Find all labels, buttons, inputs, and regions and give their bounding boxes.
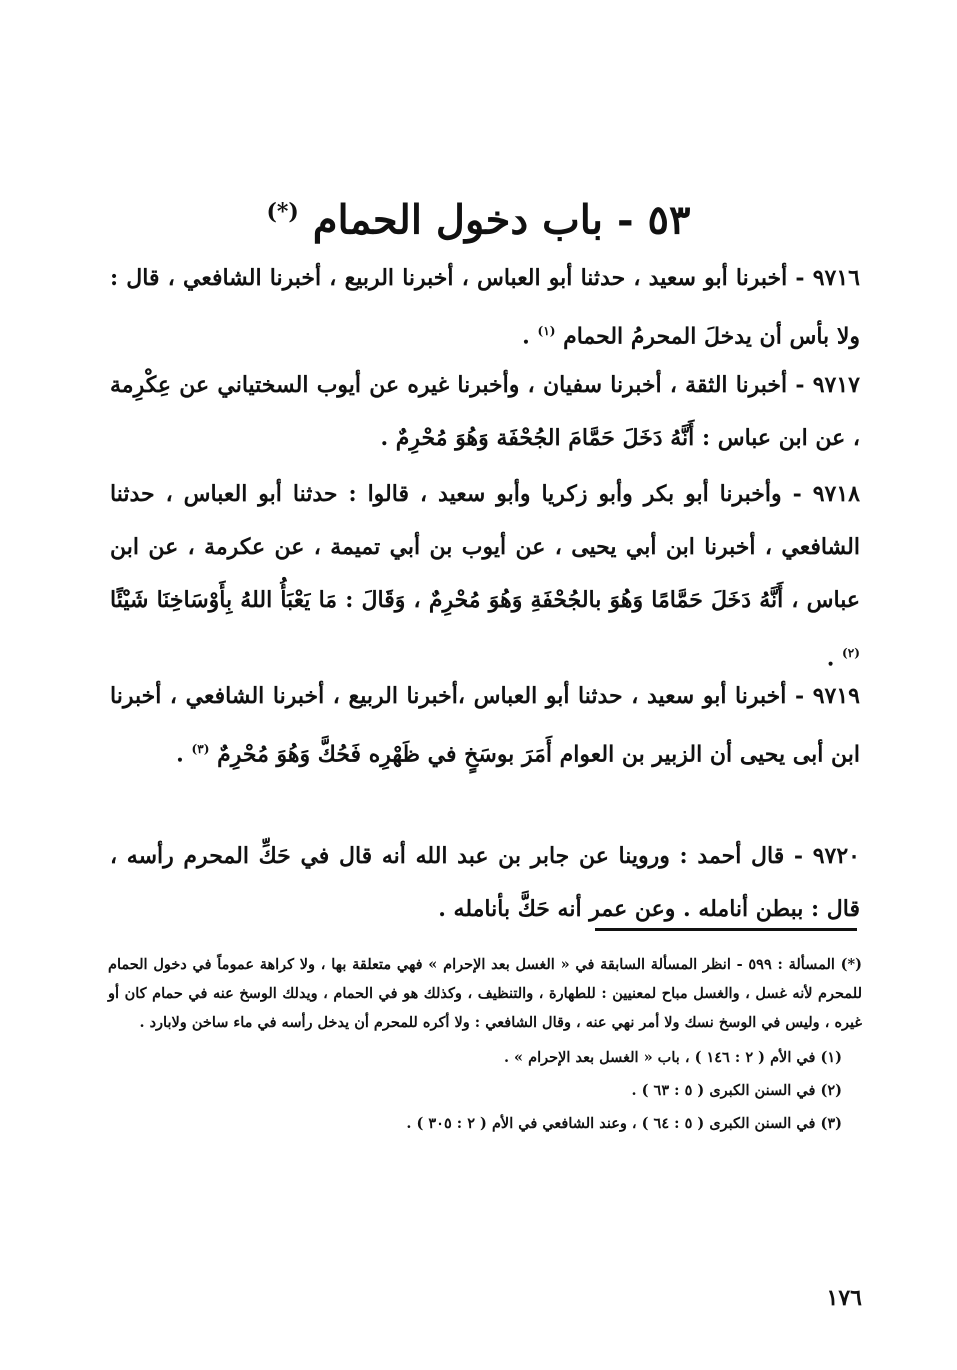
hadith-paragraph-9720 — [110, 830, 860, 936]
paragraph-tail: . — [522, 323, 538, 350]
footnote-ref-3: (٣) — [191, 742, 210, 756]
footnotes-section — [108, 950, 862, 1140]
paragraph-text: ٩٧١٩ - أخبرنا أبو سعيد ، حدثنا أبو العباس ،أخبرنا الربيع ، أخبرنا الشافعي ، أخبرنا ابن أبى يحيى أن الزبير بن العوام أَمَرَ بوسَخٍ في ظَهْرِه فَحُكَّ وَهُوَ مُحْرِمٌ — [110, 683, 860, 768]
hadith-paragraph-9718 — [110, 468, 860, 685]
paragraph-tail: . — [176, 741, 192, 768]
footnote-3: (٣) في السنن الكبرى ( ٥ : ٦٤ ) ، وعند الشافعي في الأم ( ٢ : ٣٠٥ ) . — [406, 1115, 842, 1132]
chapter-note-text: - انظر المسألة السابقة في « الغسل بعد الإحرام » فهي متعلقة بها ، ولا كراهة عموماً في دخول الحمام للمحرم لأنه غسل ، والغسل مباح لمعنيين : للطهارة ، والتنظيف ، وكذلك هو في الحمام ، ويدلك الوسخ عنه في حمام كان أو غيره ، وليس في الوسخ نسك ولا أمر نهي عنه ، وقال الشافعي : ولا أكره للمحرم أن يدخل رأسه في ماء ساخن ولابارد . — [108, 956, 862, 1031]
chapter-title-note-ref: (*) — [266, 198, 299, 225]
paragraph-tail: . — [826, 645, 843, 672]
chapter-note-label: (*) المسألة : ٥٩٩ — [748, 956, 862, 973]
chapter-note — [108, 950, 862, 1037]
footnote-ref-1: (١) — [537, 324, 556, 338]
hadith-paragraph-9716 — [110, 252, 860, 363]
hadith-paragraph-9717 — [110, 359, 860, 465]
page-number: ١٧٦ — [826, 1285, 862, 1311]
chapter-title — [100, 177, 857, 255]
paragraph-text: ٩٧١٨ - وأخبرنا أبو بكر وأبو زكريا وأبو سعيد ، قالوا : حدثنا أبو العباس ، حدثنا الشافعي ، أخبرنا ابن أبي يحيى ، عن أيوب بن أبي تميمة ، عن عكرمة ، عن ابن عباس ، أَنَّهُ دَخَلَ حَمَّامًا وَهُوَ بالجُحْفَةِ وَهُوَ مُحْرِمٌ ، وَقَالَ : مَا يَعْبَأُ اللهُ بِأَوْسَاخِنَا شَيْئًا — [110, 481, 860, 613]
footnote-1: (١) في الأم ( ٢ : ١٤٦ ) ، باب « الغسل بعد الإحرام » . — [503, 1049, 842, 1066]
footnote-ref-2: (٢) — [842, 646, 860, 660]
footnote-2: (٢) في السنن الكبرى ( ٥ : ٦٣ ) . — [631, 1082, 842, 1099]
paragraph-text: ٩٧٢٠ - قال أحمد : وروينا عن جابر بن عبد الله أنه قال في حَكِّ المحرم رأسه ، قال : ببطن أنامله . وعن عمر أنه حَكَّ بأنامله . — [110, 843, 860, 922]
chapter-title-text: ٥٣ - باب دخول الحمام — [312, 196, 691, 244]
footnote-divider — [595, 928, 857, 931]
paragraph-text: ٩٧١٦ - أخبرنا أبو سعيد ، حدثنا أبو العباس ، أخبرنا الربيع ، أخبرنا الشافعي ، قال : ولا بأس أن يدخلَ المحرمُ الحمام — [110, 265, 860, 350]
paragraph-text: ٩٧١٧ - أخبرنا الثقة ، أخبرنا سفيان ، وأخبرنا غيره عن أيوب السختياني عن عِكْرِمة ، عن ابن عباس : أَنَّهُ دَخَلَ حَمَّامَ الجُحْفَة وَهُوَ مُحْرِمٌ . — [110, 372, 860, 451]
hadith-paragraph-9719 — [110, 670, 860, 781]
